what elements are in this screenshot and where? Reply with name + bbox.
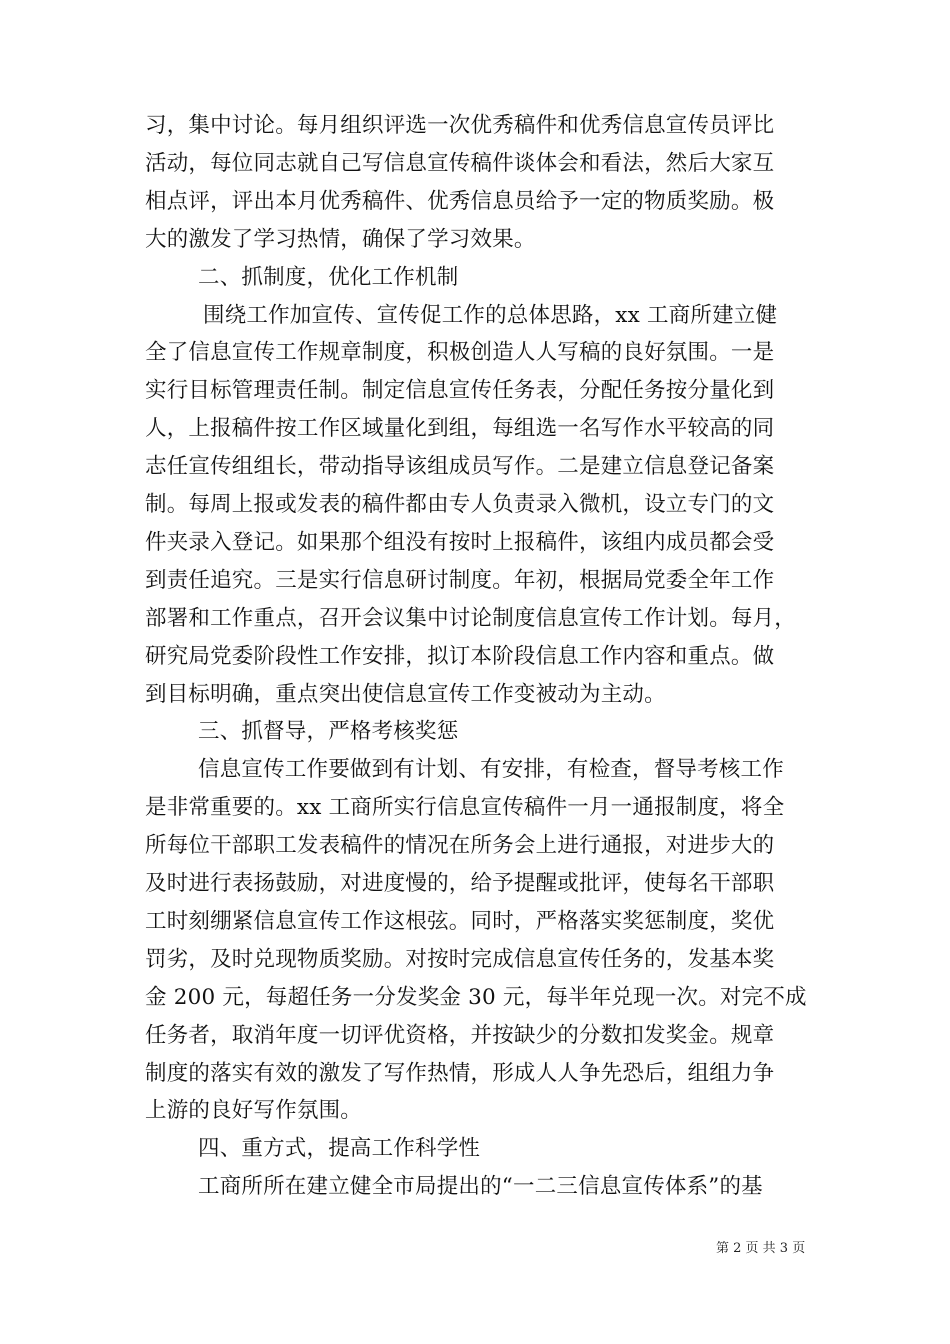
text-line: 习，集中讨论。每月组织评选一次优秀稿件和优秀信息宣传员评比 [145,113,775,138]
page-number: 第 2 页 共 3 页 [716,1241,806,1256]
text-line: 实行目标管理责任制。制定信息宣传任务表，分配任务按分量化到 [145,378,775,404]
text-line: 及时进行表扬鼓励，对进度慢的，给予提醒或批评，使每名干部职 [145,871,775,896]
text-line: 工商所所在建立健全市局提出的“一二三信息宣传体系”的基 [198,1174,763,1200]
text-line: 金 200 元，每超任务一分发奖金 30 元，每半年兑现一次。对完不成 [145,984,807,1010]
text-line: 到目标明确，重点突出使信息宣传工作变被动为主动。 [145,681,666,707]
text-line: 任务者，取消年度一切评优资格，并按缺少的分数扣发奖金。规章 [145,1022,775,1048]
text-line: 制。每周上报或发表的稿件都由专人负责录入微机，设立专门的文 [145,492,775,517]
section-heading: 三、抓督导，严格考核奖惩 [198,719,459,745]
text-line: 件夹录入登记。如果那个组没有按时上报稿件，该组内成员都会受 [145,529,775,555]
text-line: 是非常重要的。xx 工商所实行信息宣传稿件一月一通报制度，将全 [145,795,785,821]
text-line: 大的激发了学习热情，确保了学习效果。 [145,226,536,252]
text-line: 人，上报稿件按工作区域量化到组，每组选一名写作水平较高的同 [145,416,775,442]
text-line: 全了信息宣传工作规章制度，积极创造人人写稿的良好氛围。一是 [145,340,775,366]
text-line: 所每位干部职工发表稿件的情况在所务会上进行通报，对进步大的 [145,833,775,859]
text-line: 相点评，评出本月优秀稿件、优秀信息员给予一定的物质奖励。极 [145,188,775,214]
text-line: 围绕工作加宣传、宣传促工作的总体思路，xx 工商所建立健 [203,302,778,328]
text-line: 罚劣，及时兑现物质奖励。对按时完成信息宣传任务的，发基本奖 [145,946,775,972]
text-line: 信息宣传工作要做到有计划、有安排，有检查，督导考核工作 [198,757,784,783]
text-line: 部署和工作重点，召开会议集中讨论制度信息宣传工作计划。每月， [145,605,797,631]
section-heading: 二、抓制度，优化工作机制 [198,264,459,290]
text-line: 到责任追究。三是实行信息研讨制度。年初，根据局党委全年工作 [145,567,775,593]
text-line: 上游的良好写作氛围。 [145,1098,363,1124]
text-line: 活动，每位同志就自己写信息宣传稿件谈体会和看法，然后大家互 [145,150,775,176]
text-line: 志任宣传组组长，带动指导该组成员写作。二是建立信息登记备案 [145,454,775,480]
text-line: 制度的落实有效的激发了写作热情，形成人人争先恐后，组组力争 [145,1060,775,1086]
text-line: 研究局党委阶段性工作安排，拟订本阶段信息工作内容和重点。做 [145,643,775,669]
text-line: 工时刻绷紧信息宣传工作这根弦。同时，严格落实奖惩制度，奖优 [145,908,775,934]
section-heading: 四、重方式，提高工作科学性 [198,1136,481,1162]
